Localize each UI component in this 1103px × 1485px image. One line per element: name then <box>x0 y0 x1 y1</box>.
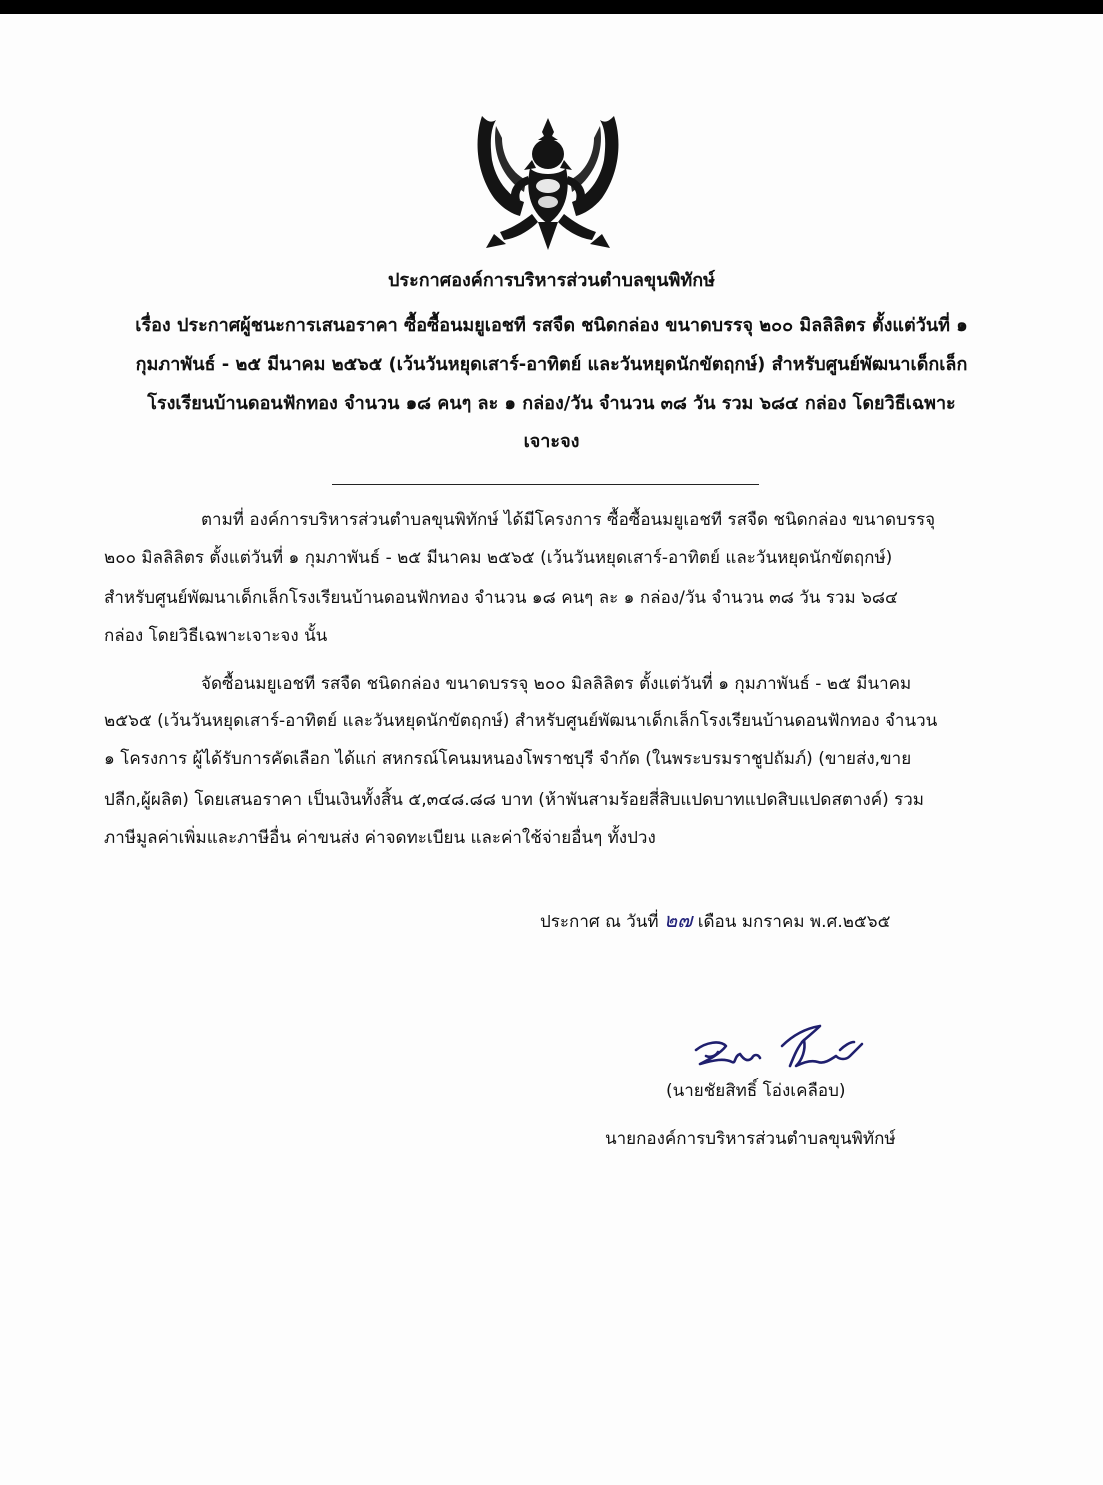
date-line <box>540 910 890 931</box>
announcement-heading: ประกาศองค์การบริหารส่วนตำบลขุนพิทักษ์ <box>388 270 715 291</box>
paragraph1-line-3: สำหรับศูนย์พัฒนาเด็กเล็กโรงเรียนบ้านดอนฟักทอง จำนวน ๑๘ คนๆ ละ ๑ กล่อง/วัน จำนวน ๓๘ วัน รวม ๖๘๔ <box>104 588 898 608</box>
date-suffix: เดือน มกราคม พ.ศ.๒๕๖๕ <box>697 912 891 932</box>
paragraph1-line-4: กล่อง โดยวิธีเฉพาะเจาะจง นั้น <box>104 626 328 646</box>
paragraph2-line-2: ๒๕๖๕ (เว้นวันหยุดเสาร์-อาทิตย์ และวันหยุดนักขัตฤกษ์) สำหรับศูนย์พัฒนาเด็กเล็กโรงเรียนบ้านดอนฟักทอง จำนวน <box>104 711 938 731</box>
paragraph1-line-2: ๒๐๐ มิลลิลิตร ตั้งแต่วันที่ ๑ กุมภาพันธ์ - ๒๕ มีนาคม ๒๕๖๕ (เว้นวันหยุดเสาร์-อาทิตย์ และวันหยุดนักขัตฤกษ์) <box>104 548 893 568</box>
subject-line-4: เจาะจง <box>523 431 580 452</box>
date-prefix: ประกาศ ณ วันที่ <box>540 912 659 932</box>
paragraph2-line-3: ๑ โครงการ ผู้ได้รับการคัดเลือก ได้แก่ สหกรณ์โคนมหนองโพราชบุรี จำกัด (ในพระบรมราชูปถัมภ์) (ขายส่ง,ขาย <box>104 749 912 769</box>
paragraph1-line-1: ตามที่ องค์การบริหารส่วนตำบลขุนพิทักษ์ ได้มีโครงการ ซื้อซื้อนมยูเอชที รสจืด ชนิดกล่อง ขนาดบรรจุ <box>201 510 936 530</box>
subject-line-3: โรงเรียนบ้านดอนฟักทอง จำนวน ๑๘ คนๆ ละ ๑ กล่อง/วัน จำนวน ๓๘ วัน รวม ๖๘๔ กล่อง โดยวิธีเฉพาะ <box>147 393 956 414</box>
subject-line-1: เรื่อง ประกาศผู้ชนะการเสนอราคา ซื้อซื้อนมยูเอชที รสจืด ชนิดกล่อง ขนาดบรรจุ ๒๐๐ มิลลิลิตร ตั้งแต่วันที่ ๑ <box>135 315 968 336</box>
handwritten-signature-icon <box>690 1020 870 1076</box>
paragraph2-line-1: จัดซื้อนมยูเอชที รสจืด ชนิดกล่อง ขนาดบรรจุ ๒๐๐ มิลลิลิตร ตั้งแต่วันที่ ๑ กุมภาพันธ์ - ๒๕ มีนาคม <box>201 674 912 694</box>
paragraph2-line-5: ภาษีมูลค่าเพิ่มและภาษีอื่น ค่าขนส่ง ค่าจดทะเบียน และค่าใช้จ่ายอื่นๆ ทั้งปวง <box>104 828 656 848</box>
separator-line <box>332 484 759 485</box>
signer-position: นายกองค์การบริหารส่วนตำบลขุนพิทักษ์ <box>605 1129 896 1149</box>
signer-name: (นายชัยสิทธิ์ โอ่งเคลือบ) <box>666 1081 846 1101</box>
garuda-emblem-icon <box>472 110 624 258</box>
date-day-handwritten: ๒๗ <box>664 908 693 932</box>
paragraph2-line-4: ปลีก,ผู้ผลิต) โดยเสนอราคา เป็นเงินทั้งสิ้น ๕,๓๔๘.๘๘ บาท (ห้าพันสามร้อยสี่สิบแปดบาทแปดสิบแปดสตางค์) รวม <box>104 790 925 810</box>
top-black-bar <box>0 0 1103 14</box>
subject-line-2: กุมภาพันธ์ - ๒๕ มีนาคม ๒๕๖๕ (เว้นวันหยุดเสาร์-อาทิตย์ และวันหยุดนักขัตฤกษ์) สำหรับศูนย์พัฒนาเด็กเล็ก <box>135 354 968 375</box>
